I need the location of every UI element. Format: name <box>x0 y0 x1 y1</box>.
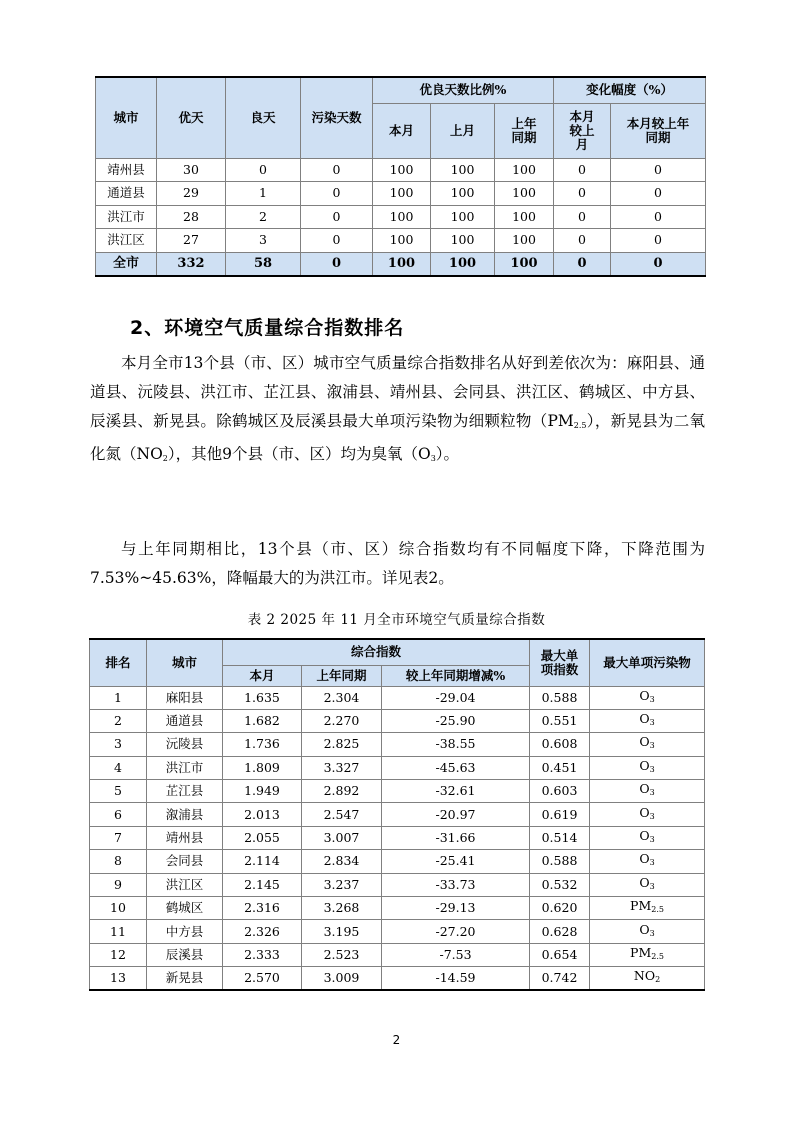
cell-rank: 13 <box>90 967 147 990</box>
cell-max-single: 0.532 <box>530 873 590 896</box>
cell-this-month: 1.949 <box>223 780 302 803</box>
cell-pollutant: $O_3$ <box>590 709 705 732</box>
cell-rank: 1 <box>90 686 147 709</box>
cell-good: 3 <box>226 229 301 253</box>
cell-last-year: 2.270 <box>302 709 382 732</box>
total-cell-excellent: 332 <box>157 252 226 276</box>
cell-rank: 12 <box>90 943 147 966</box>
cell-pollutant: $O_3$ <box>590 850 705 873</box>
table-row <box>90 873 705 896</box>
cell-max-single: 0.588 <box>530 686 590 709</box>
cell-last-year: 100 <box>495 182 554 206</box>
col-header-max-pollutant: 最大单项污染物 <box>590 639 705 686</box>
table-row <box>90 733 705 756</box>
cell-last-year: 2.834 <box>302 850 382 873</box>
cell-last-year: 3.195 <box>302 920 382 943</box>
col-header-good: 良天 <box>226 77 301 158</box>
table-row <box>90 967 705 990</box>
days-table <box>95 76 706 277</box>
cell-last-year: 100 <box>495 229 554 253</box>
col-header-city: 城市 <box>96 77 157 158</box>
cell-this-month: 1.682 <box>223 709 302 732</box>
cell-city: 溆浦县 <box>147 803 223 826</box>
cell-last-year: 2.825 <box>302 733 382 756</box>
table-row <box>90 803 705 826</box>
cell-max-single: 0.608 <box>530 733 590 756</box>
cell-city: 新晃县 <box>147 967 223 990</box>
cell-this-month: 1.736 <box>223 733 302 756</box>
cell-last-year: 100 <box>495 205 554 229</box>
cell-last-month: 100 <box>431 158 495 182</box>
cell-pollutant: $O_3$ <box>590 686 705 709</box>
cell-change: -33.73 <box>382 873 530 896</box>
total-cell-vs-last-year: 0 <box>611 252 706 276</box>
cell-excellent: 29 <box>157 182 226 206</box>
cell-city: 洪江市 <box>147 756 223 779</box>
cell-rank: 5 <box>90 780 147 803</box>
table-row <box>96 205 706 229</box>
col-header-this-month: 本月 <box>223 665 302 686</box>
cell-vs-last-year: 0 <box>611 229 706 253</box>
total-row <box>96 252 706 276</box>
cell-pollutant: $PM_{2.5}$ <box>590 943 705 966</box>
table-row <box>90 756 705 779</box>
cell-last-year: 3.007 <box>302 826 382 849</box>
cell-pollutant: $O_3$ <box>590 733 705 756</box>
page-number: 2 <box>392 1033 401 1047</box>
total-cell-good: 58 <box>226 252 301 276</box>
cell-last-year: 3.327 <box>302 756 382 779</box>
cell-vs-last-month: 0 <box>554 182 611 206</box>
cell-last-year: 3.268 <box>302 897 382 920</box>
cell-city: 靖州县 <box>147 826 223 849</box>
cell-this-month: 100 <box>373 158 431 182</box>
col-header-last-month: 上月 <box>431 103 495 158</box>
table-row <box>90 780 705 803</box>
total-cell-last-month: 100 <box>431 252 495 276</box>
col-header-this-month: 本月 <box>373 103 431 158</box>
col-header-vs-last-month: 本月 较上 月 <box>554 103 611 158</box>
table-row <box>96 229 706 253</box>
cell-change: -32.61 <box>382 780 530 803</box>
cell-last-month: 100 <box>431 205 495 229</box>
cell-city: 辰溪县 <box>147 943 223 966</box>
cell-pollutant: $O_3$ <box>590 780 705 803</box>
cell-pollutant: $O_3$ <box>590 803 705 826</box>
col-header-vs-last-year: 本月较上年 同期 <box>611 103 706 158</box>
cell-max-single: 0.620 <box>530 897 590 920</box>
cell-max-single: 0.603 <box>530 780 590 803</box>
total-cell-city: 全市 <box>96 252 157 276</box>
cell-max-single: 0.514 <box>530 826 590 849</box>
table-row <box>90 920 705 943</box>
cell-change: -14.59 <box>382 967 530 990</box>
total-cell-polluted: 0 <box>301 252 373 276</box>
cell-last-month: 100 <box>431 229 495 253</box>
cell-this-month: 2.145 <box>223 873 302 896</box>
cell-city: 洪江市 <box>96 205 157 229</box>
cell-good: 0 <box>226 158 301 182</box>
col-header-polluted: 污染天数 <box>301 77 373 158</box>
cell-vs-last-year: 0 <box>611 205 706 229</box>
cell-excellent: 27 <box>157 229 226 253</box>
cell-polluted: 0 <box>301 205 373 229</box>
table-row <box>90 686 705 709</box>
table-row <box>90 826 705 849</box>
total-cell-this-month: 100 <box>373 252 431 276</box>
cell-change: -29.13 <box>382 897 530 920</box>
cell-last-year: 2.304 <box>302 686 382 709</box>
table-row <box>90 943 705 966</box>
paragraph-ranking: 本月全市13个县（市、区）城市空气质量综合指数排名从好到差依次为：麻阳县、通道县、沅陵县、洪江市、芷江县、溆浦县、靖州县、会同县、洪江区、鹤城区、中方县、辰溪县、新晃县。除鹤城区及辰溪县最大单项污染物为细颗粒物$(PM_{2.5})$，新晃县为二氧化氮$(NO_2)$，其他9个县（市、区）均为臭氧$(O_3)$。 <box>90 354 705 463</box>
cell-this-month: 100 <box>373 182 431 206</box>
cell-polluted: 0 <box>301 229 373 253</box>
cell-this-month: 1.809 <box>223 756 302 779</box>
col-header-max-single: 最大单 项指数 <box>530 639 590 686</box>
cell-pollutant: $NO_2$ <box>590 967 705 990</box>
cell-this-month: 2.570 <box>223 967 302 990</box>
cell-pollutant: $O_3$ <box>590 920 705 943</box>
cell-max-single: 0.551 <box>530 709 590 732</box>
cell-change: -45.63 <box>382 756 530 779</box>
index-ranking-table <box>89 638 705 991</box>
cell-city: 洪江区 <box>147 873 223 896</box>
cell-city: 鹤城区 <box>147 897 223 920</box>
cell-last-year: 2.892 <box>302 780 382 803</box>
cell-last-month: 100 <box>431 182 495 206</box>
cell-good: 1 <box>226 182 301 206</box>
cell-city: 麻阳县 <box>147 686 223 709</box>
cell-city: 靖州县 <box>96 158 157 182</box>
table-row <box>96 158 706 182</box>
cell-pollutant: $O_3$ <box>590 873 705 896</box>
cell-rank: 4 <box>90 756 147 779</box>
cell-rank: 8 <box>90 850 147 873</box>
cell-max-single: 0.588 <box>530 850 590 873</box>
cell-change: -25.41 <box>382 850 530 873</box>
cell-change: -38.55 <box>382 733 530 756</box>
table-row <box>96 182 706 206</box>
col-header-excellent: 优天 <box>157 77 226 158</box>
cell-this-month: 2.055 <box>223 826 302 849</box>
cell-rank: 7 <box>90 826 147 849</box>
cell-this-month: 1.635 <box>223 686 302 709</box>
cell-last-year: 2.523 <box>302 943 382 966</box>
cell-last-year: 100 <box>495 158 554 182</box>
cell-pollutant: $PM_{2.5}$ <box>590 897 705 920</box>
cell-vs-last-month: 0 <box>554 158 611 182</box>
cell-polluted: 0 <box>301 158 373 182</box>
cell-city: 通道县 <box>147 709 223 732</box>
cell-this-month: 100 <box>373 229 431 253</box>
col-header-rank: 排名 <box>90 639 147 686</box>
cell-pollutant: $O_3$ <box>590 826 705 849</box>
cell-max-single: 0.451 <box>530 756 590 779</box>
col-header-city: 城市 <box>147 639 223 686</box>
cell-this-month: 2.114 <box>223 850 302 873</box>
cell-city: 沅陵县 <box>147 733 223 756</box>
cell-this-month: 100 <box>373 205 431 229</box>
cell-max-single: 0.654 <box>530 943 590 966</box>
cell-excellent: 30 <box>157 158 226 182</box>
cell-last-year: 3.237 <box>302 873 382 896</box>
table-row <box>90 850 705 873</box>
col-header-last-year: 上年 同期 <box>495 103 554 158</box>
cell-city: 通道县 <box>96 182 157 206</box>
cell-change: -31.66 <box>382 826 530 849</box>
cell-city: 会同县 <box>147 850 223 873</box>
table-row <box>90 897 705 920</box>
cell-city: 芷江县 <box>147 780 223 803</box>
cell-rank: 3 <box>90 733 147 756</box>
col-group-change: 变化幅度（%） <box>554 77 706 103</box>
col-group-ratio: 优良天数比例% <box>373 77 554 103</box>
cell-vs-last-month: 0 <box>554 229 611 253</box>
cell-change: -7.53 <box>382 943 530 966</box>
cell-change: -20.97 <box>382 803 530 826</box>
cell-vs-last-year: 0 <box>611 158 706 182</box>
cell-this-month: 2.326 <box>223 920 302 943</box>
cell-rank: 9 <box>90 873 147 896</box>
cell-excellent: 28 <box>157 205 226 229</box>
cell-pollutant: $O_3$ <box>590 756 705 779</box>
paragraph-comparison: 与上年同期相比，13个县（市、区）综合指数均有不同幅度下降，下降范围为7.53%~45.63%，降幅最大的为洪江市。详见表2。 <box>90 540 705 587</box>
cell-polluted: 0 <box>301 182 373 206</box>
cell-rank: 10 <box>90 897 147 920</box>
cell-max-single: 0.619 <box>530 803 590 826</box>
table-row <box>90 709 705 732</box>
total-cell-last-year: 100 <box>495 252 554 276</box>
cell-vs-last-year: 0 <box>611 182 706 206</box>
cell-last-year: 3.009 <box>302 967 382 990</box>
cell-good: 2 <box>226 205 301 229</box>
cell-this-month: 2.316 <box>223 897 302 920</box>
cell-city: 中方县 <box>147 920 223 943</box>
col-group-index: 综合指数 <box>223 639 530 665</box>
cell-change: -27.20 <box>382 920 530 943</box>
cell-rank: 11 <box>90 920 147 943</box>
col-header-last-year: 上年同期 <box>302 665 382 686</box>
col-header-change: 较上年同期增减% <box>382 665 530 686</box>
cell-this-month: 2.013 <box>223 803 302 826</box>
total-cell-vs-last-month: 0 <box>554 252 611 276</box>
cell-city: 洪江区 <box>96 229 157 253</box>
section-heading: 2、环境空气质量综合指数排名 <box>130 317 405 339</box>
cell-last-year: 2.547 <box>302 803 382 826</box>
cell-rank: 6 <box>90 803 147 826</box>
cell-vs-last-month: 0 <box>554 205 611 229</box>
cell-max-single: 0.628 <box>530 920 590 943</box>
cell-change: -25.90 <box>382 709 530 732</box>
table-caption: 表 2 2025 年 11 月全市环境空气质量综合指数 <box>247 612 546 628</box>
cell-rank: 2 <box>90 709 147 732</box>
cell-this-month: 2.333 <box>223 943 302 966</box>
cell-change: -29.04 <box>382 686 530 709</box>
cell-max-single: 0.742 <box>530 967 590 990</box>
